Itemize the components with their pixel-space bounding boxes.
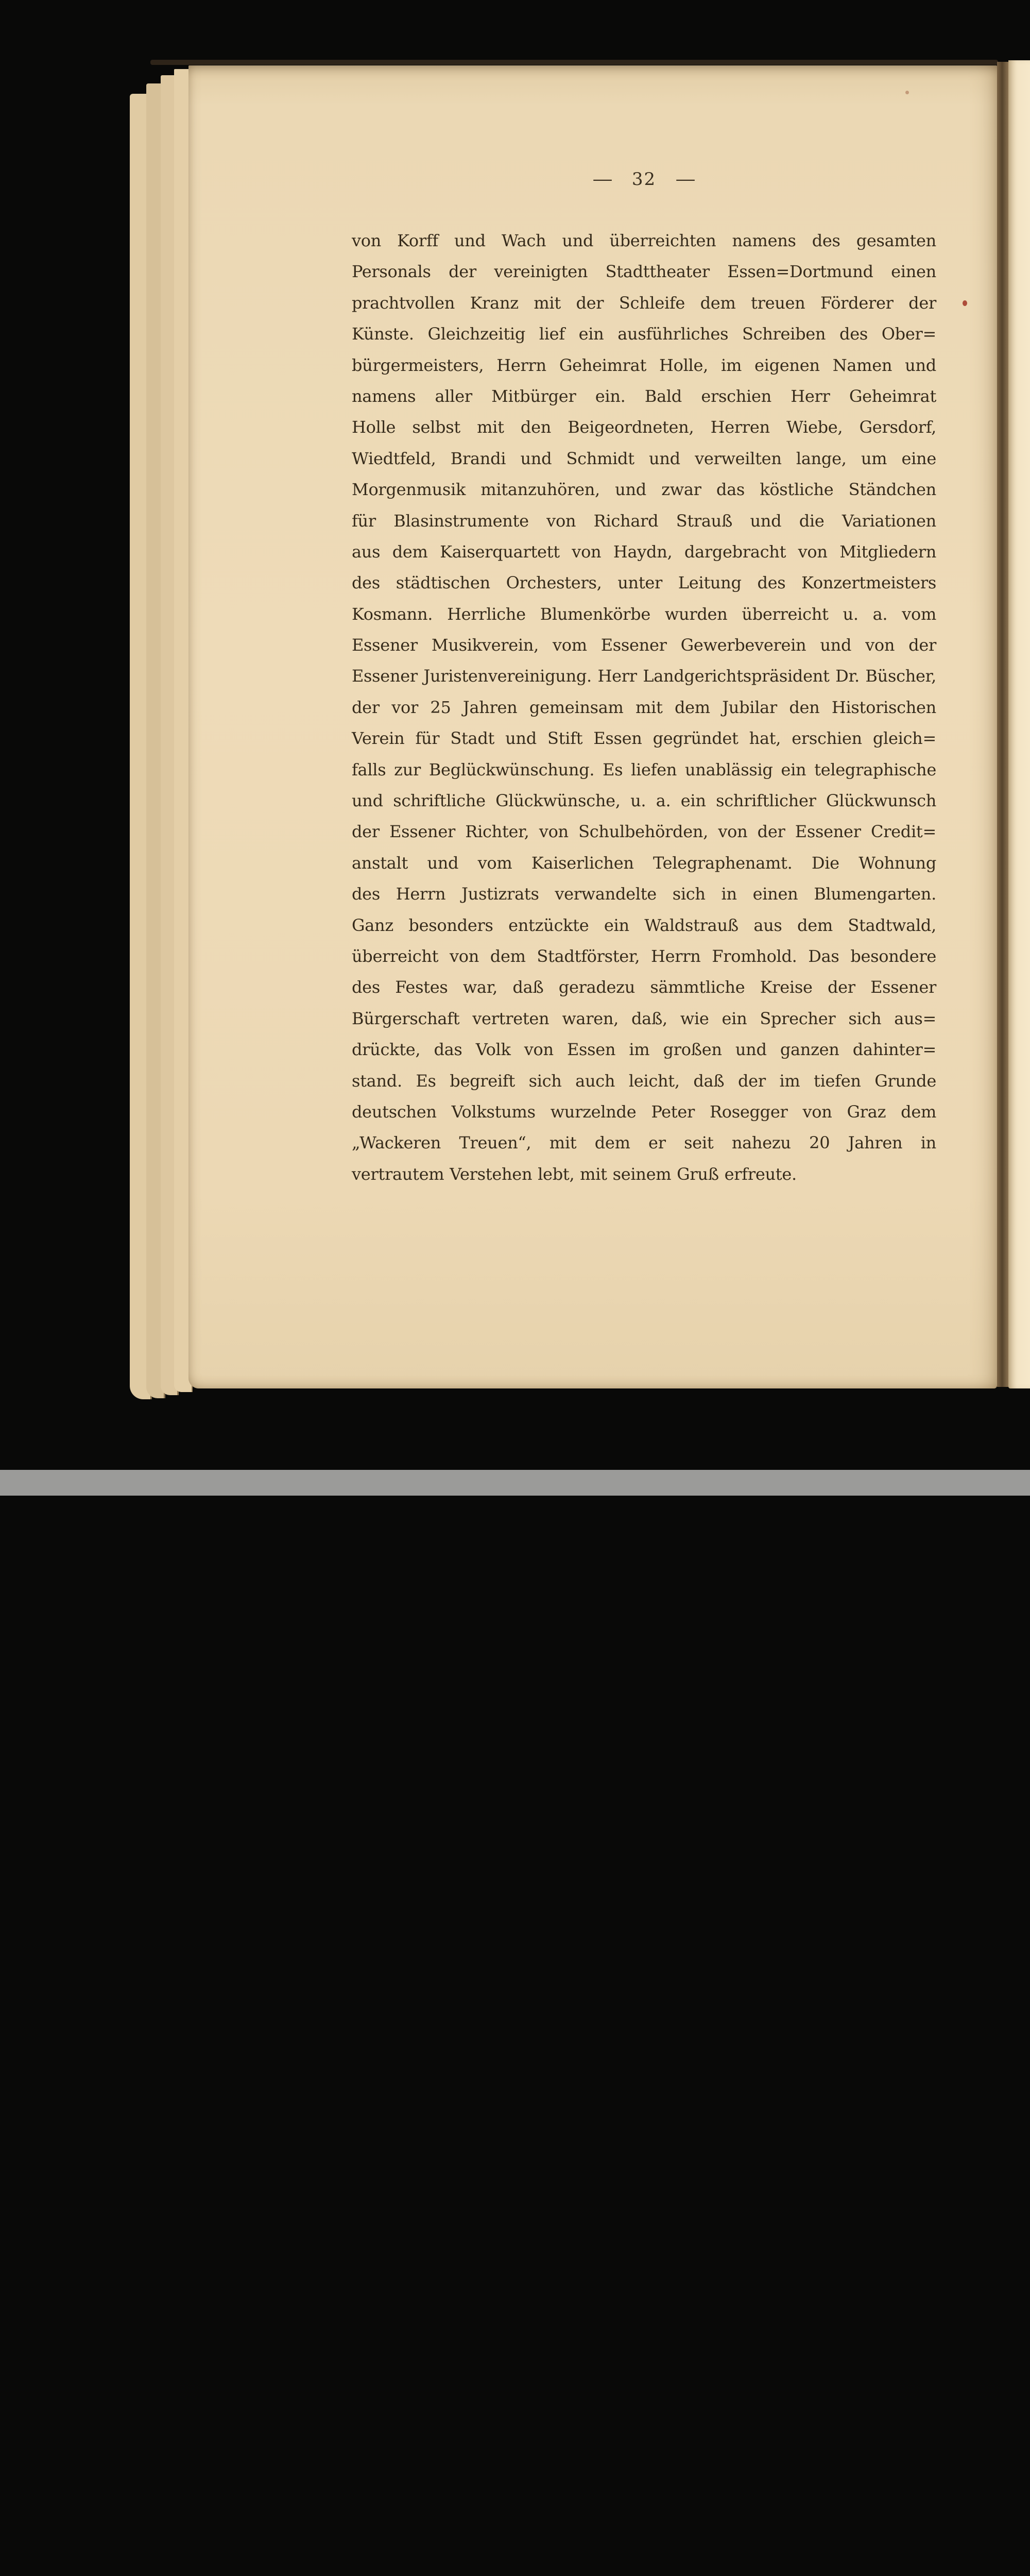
binding-gutter-shadow (997, 62, 1008, 1387)
paper-fleck-red (963, 300, 967, 306)
text-line: vertrautem Verstehen lebt, mit seinem Gruß erfreute. (352, 1164, 797, 1184)
text-line: Künste. Gleichzeitig lief ein ausführliches Schreiben des Ober= (352, 324, 936, 344)
text-line: bürgermeisters, Herrn Geheimrat Holle, im eigenen Namen und (352, 355, 936, 375)
text-line: des städtischen Orchesters, unter Leitung des Konzertmeisters (352, 573, 936, 593)
text-line: Bürgerschaft vertreten waren, daß, wie ein Sprecher sich aus= (352, 1008, 936, 1028)
text-line: anstalt und vom Kaiserlichen Telegraphenamt. Die Wohnung (352, 853, 936, 873)
text-line: Essener Musikverein, vom Essener Gewerbeverein und von der (352, 635, 936, 655)
text-line: deutschen Volkstums wurzelnde Peter Rosegger von Graz dem (352, 1101, 936, 1122)
text-line: Holle selbst mit den Beigeordneten, Herren Wiebe, Gersdorf, (352, 417, 936, 437)
text-line: drückte, das Volk von Essen im großen und ganzen dahinter= (352, 1040, 936, 1060)
adjacent-page-edge (1008, 60, 1030, 1388)
text-line: Wiedtfeld, Brandi und Schmidt und verweilten lange, um eine (352, 448, 936, 468)
text-line: und schriftliche Glückwünsche, u. a. ein schriftlicher Glückwunsch (352, 791, 936, 811)
text-line: Morgenmusik mitanzuhören, und zwar das köstliche Ständchen (352, 480, 936, 500)
text-line: Verein für Stadt und Stift Essen gegründet hat, erschien gleich= (352, 728, 936, 749)
folio-dash-left: — (592, 169, 613, 190)
text-line: für Blasinstrumente von Richard Strauß und die Variationen (352, 511, 936, 531)
text-line: von Korff und Wach und überreichten namens des gesamten (352, 231, 936, 250)
page-stack-top-edge (150, 60, 998, 65)
text-line: überreicht von dem Stadtförster, Herrn Fromhold. Das besondere (352, 946, 936, 966)
text-line: Ganz besonders entzückte ein Waldstrauß aus dem Stadtwald, (352, 915, 936, 935)
text-line: Personals der vereinigten Stadttheater Essen=Dortmund einen (352, 262, 936, 282)
footer-bar (0, 1470, 1030, 1496)
text-line: des Herrn Justizrats verwandelte sich in einen Blumengarten. (352, 884, 936, 904)
text-line: namens aller Mitbürger ein. Bald erschien Herr Geheimrat (352, 386, 936, 406)
text-line: aus dem Kaiserquartett von Haydn, dargebracht von Mitgliedern (352, 541, 936, 562)
text-line: des Festes war, daß geradezu sämmtliche Kreise der Essener (352, 977, 936, 997)
text-line: falls zur Beglückwünschung. Es liefen unablässig ein telegraphische (352, 759, 936, 779)
page-text (352, 225, 936, 1190)
folio-dash-right: — (675, 169, 696, 190)
text-line: Kosmann. Herrliche Blumenkörbe wurden überreicht u. a. vom (352, 604, 936, 624)
folio-number: 32 (631, 169, 657, 190)
text-line: prachtvollen Kranz mit der Schleife dem treuen Förderer der (352, 293, 936, 313)
text-line: Essener Juristenvereinigung. Herr Landgerichtspräsident Dr. Büscher, (352, 666, 936, 686)
text-line: stand. Es begreift sich auch leicht, daß der im tiefen Grunde (352, 1071, 936, 1091)
paper-fleck (905, 91, 909, 94)
text-line: der Essener Richter, von Schulbehörden, von der Essener Credit= (352, 822, 936, 842)
page-number (352, 168, 936, 191)
text-line: der vor 25 Jahren gemeinsam mit dem Jubilar den Historischen (352, 697, 936, 717)
text-line: „Wackeren Treuen“, mit dem er seit nahezu 20 Jahren in (352, 1133, 936, 1153)
